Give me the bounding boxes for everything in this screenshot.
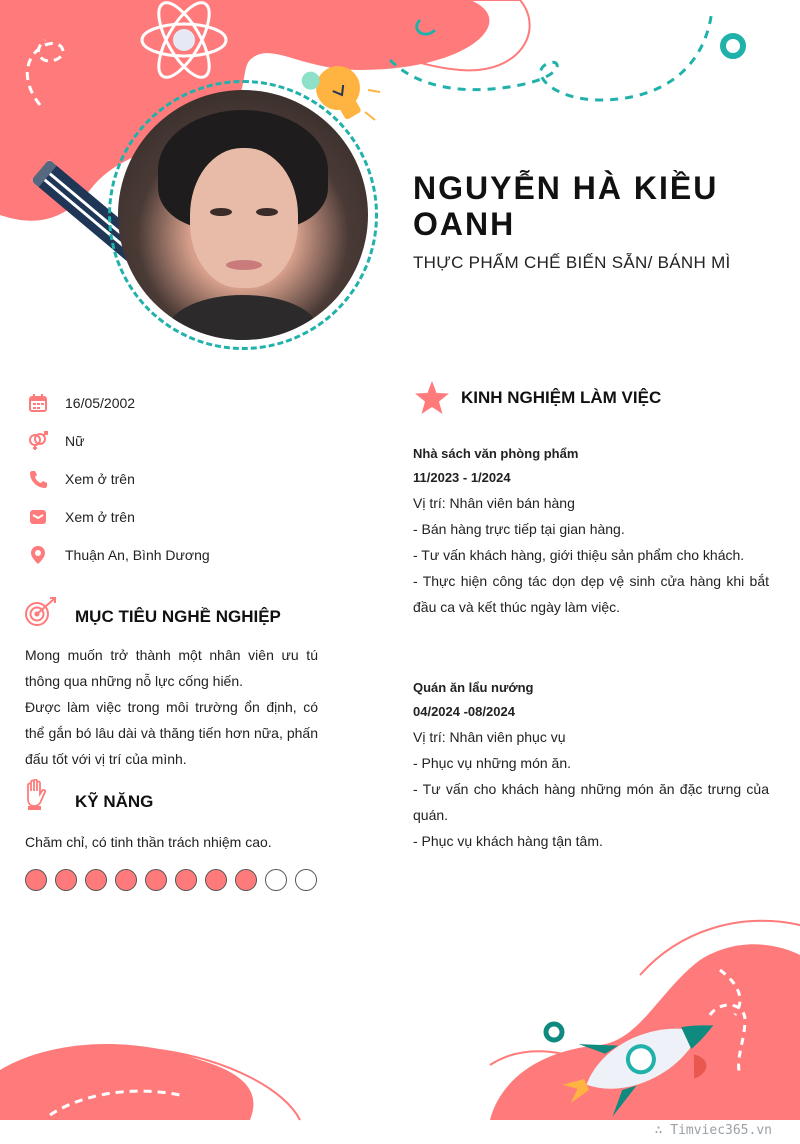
job-detail: Vị trí: Nhân viên bán hàng	[413, 495, 575, 511]
skill-description: Chăm chỉ, có tinh thần trách nhiệm cao.	[25, 834, 272, 850]
skill-rating	[25, 869, 325, 891]
experience-item	[413, 442, 769, 620]
birthday-value: 16/05/2002	[65, 395, 136, 411]
location-icon	[28, 545, 48, 565]
gender-icon	[28, 431, 48, 451]
info-birthday	[28, 384, 348, 422]
hand-icon	[24, 779, 48, 811]
objective-text	[25, 642, 318, 772]
job-detail: - Phục vụ khách hàng tận tâm.	[413, 833, 603, 849]
experience-item	[413, 676, 769, 854]
skills-title: KỸ NĂNG	[75, 792, 154, 811]
info-phone	[28, 460, 348, 498]
job-detail: - Bán hàng trực tiếp tại gian hàng.	[413, 521, 625, 537]
experience-title: KINH NGHIỆM LÀM VIỆC	[461, 388, 662, 407]
info-gender	[28, 422, 348, 460]
watermark: ∴ Timviec365.vn	[654, 1123, 772, 1138]
target-icon	[24, 596, 58, 628]
star-icon	[414, 381, 450, 415]
objective-line: Mong muốn trở thành một nhân viên ưu tú thông qua những nỗ lực cống hiến.	[25, 647, 318, 689]
work-period: 04/2024 -08/2024	[413, 704, 515, 719]
contact-info	[28, 384, 348, 574]
profile-photo-frame	[108, 80, 378, 350]
job-detail: - Tư vấn cho khách hàng những món ăn đặc trưng của quán.	[413, 781, 769, 823]
objective-line: Được làm việc trong môi trường ổn định, có thể gắn bó lâu dài và thăng tiến hơn nữa, phấn đấu tốt với vị trí của mình.	[25, 699, 318, 767]
rating-dot-filled	[25, 869, 47, 891]
rating-dot-filled	[175, 869, 197, 891]
info-address	[28, 536, 348, 574]
email-value: Xem ở trên	[65, 509, 135, 525]
rating-dot-filled	[205, 869, 227, 891]
job-detail: - Thực hiện công tác dọn dẹp vệ sinh cửa hàng khi bắt đầu ca và kết thúc ngày làm việc.	[413, 573, 769, 615]
company-name: Quán ăn lẩu nướng	[413, 680, 534, 695]
objective-title: MỤC TIÊU NGHỀ NGHIỆP	[75, 607, 281, 626]
email-icon	[28, 507, 48, 527]
gender-value: Nữ	[65, 433, 85, 449]
profile-photo	[118, 90, 368, 340]
info-email	[28, 498, 348, 536]
company-name: Nhà sách văn phòng phẩm	[413, 446, 579, 461]
rating-dot-filled	[145, 869, 167, 891]
work-period: 11/2023 - 1/2024	[413, 470, 511, 485]
rating-dot-filled	[115, 869, 137, 891]
job-title: THỰC PHẨM CHẾ BIẾN SẴN/ BÁNH MÌ	[413, 253, 731, 272]
candidate-name: NGUYỄN HÀ KIỀU OANH	[413, 170, 719, 242]
rating-dot-filled	[85, 869, 107, 891]
phone-icon	[28, 469, 48, 489]
rating-dot-empty	[295, 869, 317, 891]
job-detail: Vị trí: Nhân viên phục vụ	[413, 729, 566, 745]
calendar-icon	[28, 393, 48, 413]
job-detail: - Phục vụ những món ăn.	[413, 755, 572, 771]
rating-dot-filled	[235, 869, 257, 891]
rating-dot-filled	[55, 869, 77, 891]
phone-value: Xem ở trên	[65, 471, 135, 487]
rating-dot-empty	[265, 869, 287, 891]
address-value: Thuận An, Bình Dương	[65, 547, 210, 563]
job-detail: - Tư vấn khách hàng, giới thiệu sản phẩm cho khách.	[413, 547, 745, 563]
